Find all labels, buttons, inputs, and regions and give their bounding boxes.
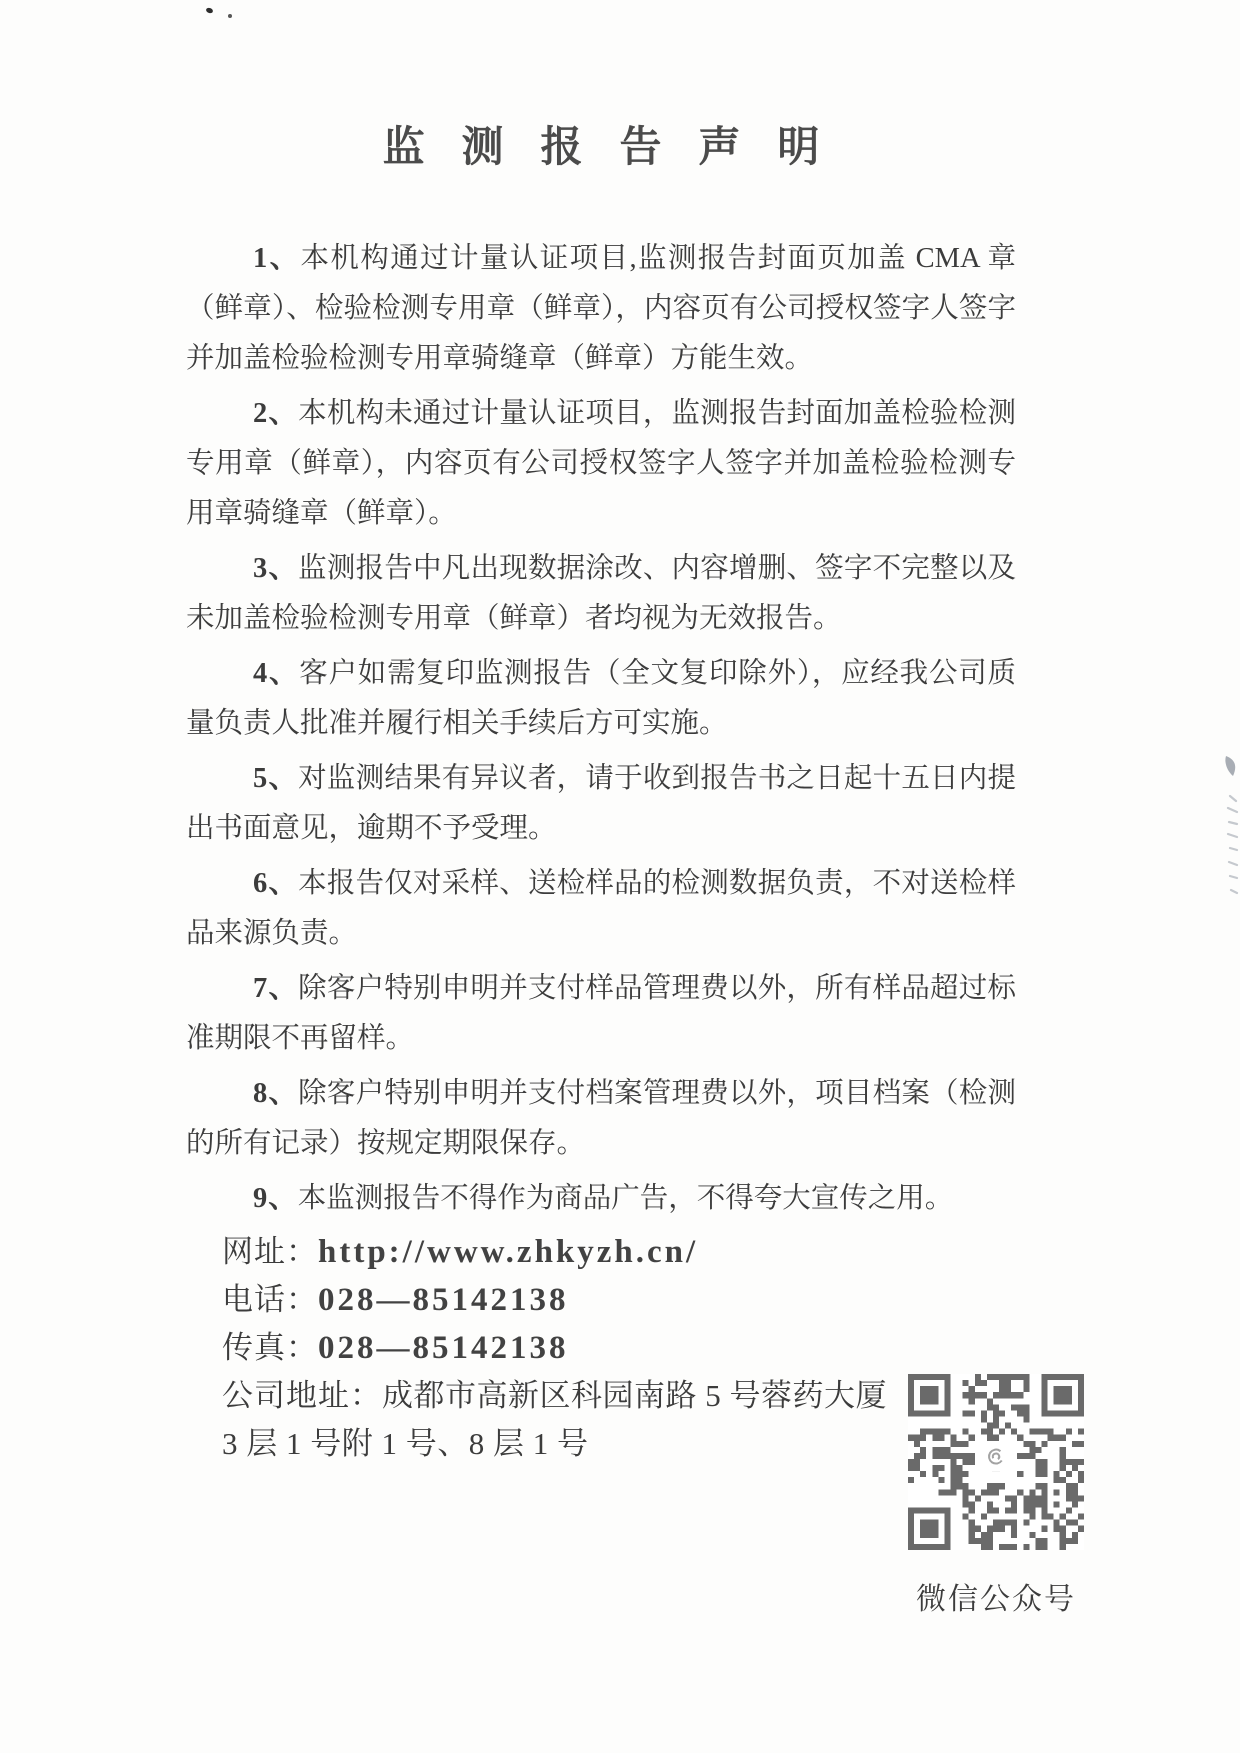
statement-text: 对监测结果有异议者，请于收到报告书之日起十五日内提出书面意见，逾期不予受理。 [186,763,1016,844]
statement-number: 2、 [252,398,299,429]
statement-number: 4、 [252,658,300,689]
address-line [222,1372,890,1468]
address-label: 公司地址： [222,1378,382,1413]
statement-item-4 [186,649,1016,749]
statement-text: 除客户特别申明并支付样品管理费以外，所有样品超过标准期限不再留样。 [186,973,1016,1054]
statement-body [186,118,1016,1229]
website-label: 网址： [222,1234,318,1269]
statement-number: 3、 [252,553,299,584]
statement-item-7 [186,964,1016,1064]
wechat-qr-block [908,1374,1084,1618]
fax-label: 传真： [222,1330,318,1365]
statement-item-9 [186,1174,1016,1224]
wechat-qr-code [908,1374,1084,1550]
statement-list [186,234,1016,1224]
statement-number: 8、 [252,1078,299,1109]
fax-value: 028—85142138 [318,1330,569,1366]
phone-label: 电话： [222,1282,318,1317]
statement-text: 客户如需复印监测报告（全文复印除外），应经我公司质量负责人批准并履行相关手续后方可实施。 [186,658,1016,739]
fax-line [222,1324,890,1372]
phone-line [222,1276,890,1324]
statement-text: 本机构通过计量认证项目,监测报告封面页加盖 CMA 章（鲜章）、检验检测专用章（鲜章），内容页有公司授权签字人签字并加盖检验检测专用章骑缝章（鲜章）方能生效。 [186,243,1016,374]
scan-speck [228,14,232,18]
website-value: http://www.zhkyzh.cn/ [318,1234,699,1270]
statement-number: 5、 [252,763,299,794]
statement-text: 除客户特别申明并支付档案管理费以外，项目档案（检测的所有记录）按规定期限保存。 [186,1078,1016,1159]
statement-number: 6、 [252,868,299,899]
website-line [222,1228,890,1276]
scan-artifact-mark [1214,752,1240,922]
scan-speck [205,7,213,14]
page-title: 监测报告声明 [382,125,857,171]
statement-number: 7、 [252,973,299,1004]
statement-text: 本报告仅对采样、送检样品的检测数据负责，不对送检样品来源负责。 [186,868,1016,949]
statement-item-6 [186,859,1016,959]
statement-item-3 [186,544,1016,644]
contact-block [222,1228,890,1468]
statement-text: 监测报告中凡出现数据涂改、内容增删、签字不完整以及未加盖检验检测专用章（鲜章）者均视为无效报告。 [186,553,1016,634]
statement-item-2 [186,389,1016,539]
statement-item-8 [186,1069,1016,1169]
statement-text: 本监测报告不得作为商品广告，不得夸大宣传之用。 [297,1183,954,1214]
statement-number: 1、 [252,243,301,274]
address-value: 成都市高新区科园南路 5 号蓉药大厦 3 层 1 号附 1 号、8 层 1 号 [222,1378,887,1461]
statement-number: 9、 [252,1183,298,1214]
phone-value: 028—85142138 [318,1282,569,1318]
wechat-qr-caption: 微信公众号 [916,1583,1076,1616]
statement-text: 本机构未通过计量认证项目，监测报告封面加盖检验检测专用章（鲜章），内容页有公司授权签字人签字并加盖检验检测专用章骑缝章（鲜章）。 [186,398,1016,529]
statement-item-5 [186,754,1016,854]
statement-item-1 [186,234,1016,384]
